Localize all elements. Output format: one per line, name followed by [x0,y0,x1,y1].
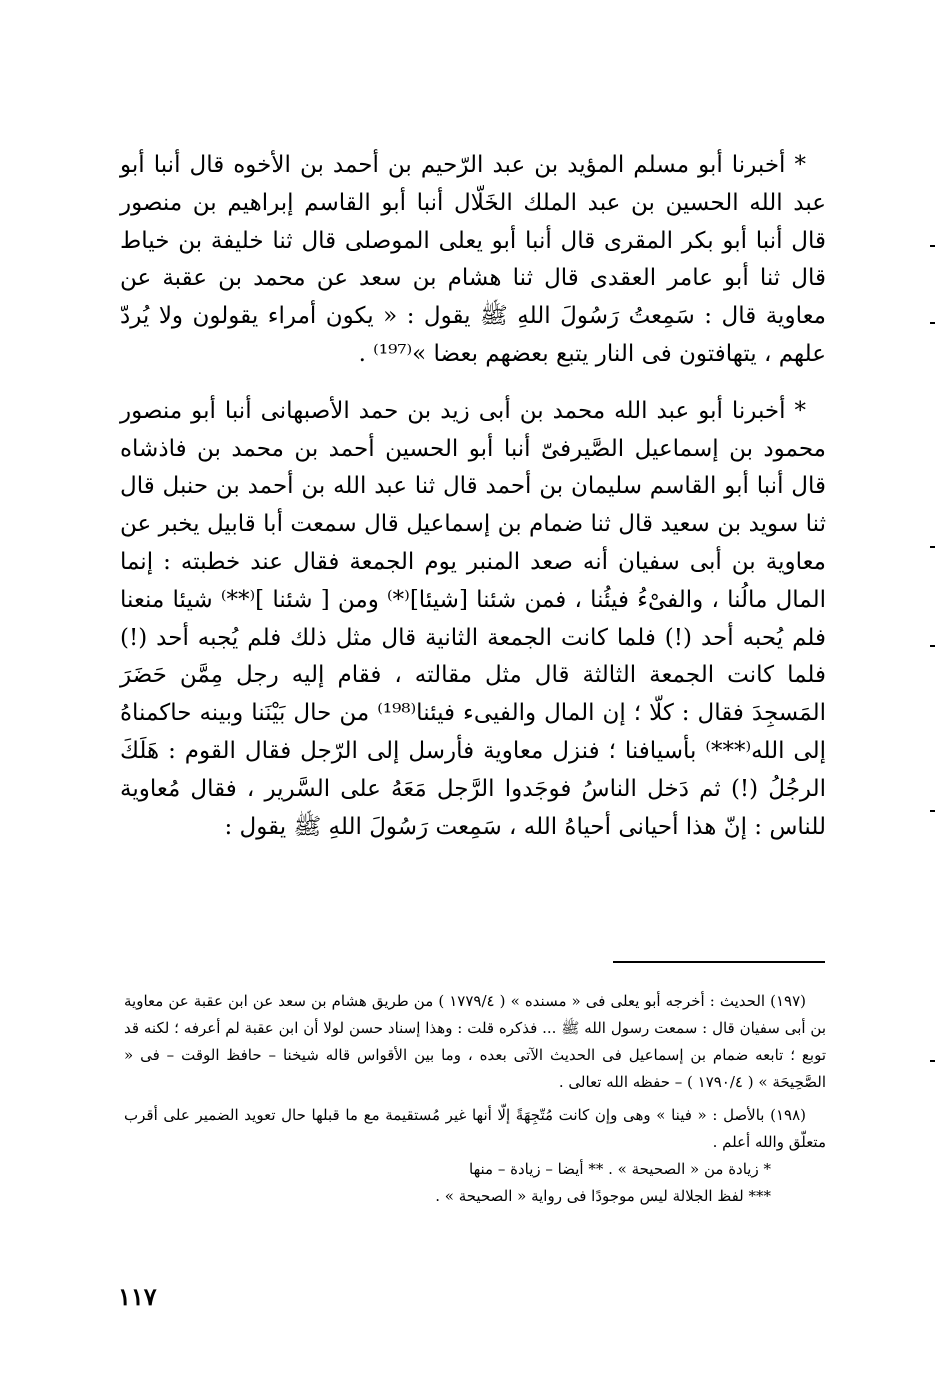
footnote-197: (١٩٧) الحديث : أخرجه أبو يعلى فى « مسنده » ( ١٧٧٩/٤ ) من طريق هشام بن سعد عن ابن عقبة عن معاوية بن أبى سفيان قال : سمعت رسول الله ﷺ ... فذكره قلت : وهذا إسناد حسن لولا أن ابن عقبة لم أعرفه ؛ لكنه قد توبع ؛ تابعه ضمام بن إسماعيل فى الحديث الآتى بعده ، وما بين الأقواس قاله شيخنا – حافظ الوقت – فى « الصَّحِيحَة » ( ١٧٩٠/٤ ) – حفظه الله تعالى . [124,992,826,1091]
margin-mark [930,645,935,647]
footnotes-section [124,988,826,1210]
footnote-divider [613,961,825,963]
margin-mark [930,546,935,548]
margin-mark [930,1060,935,1062]
hadith-paragraph-2: * أخبرنا أبو عبد الله محمد بن أبى زيد بن حمد الأصبهانى أنبا أبو منصور محمود بن إسماعيل الصَّيرفىّ أنبا أبو الحسين أحمد بن محمد بن فاذشاه قال أنبا أبو القاسم سليمان بن أحمد قال ثنا عبد الله بن أحمد بن حنبل قال ثنا سويد بن سعيد قال ثنا ضمام بن إسماعيل قال سمعت أبا قابيل يخبر عن معاوية بن أبى سفيان أنه صعد المنبر يوم الجمعة فقال عند خطبته : إنما المال مالُنا ، والفىْءُ فيئُنا ، فمن شئنا [شيئا]⁽*⁾ ومن [ شئنا ]⁽**⁾ شيئا منعنا فلم يُحبه أحد (!) فلما كانت الجمعة الثانية قال مثل ذلك فلم يُجبه أحد (!) فلما كانت الجمعة الثالثة قال مثل مقالته ، فقام إليه رجل مِمَّن حَضَرَ المَسجِدَ فقال : كلّا ؛ إن المال والفيىء فيئنا⁽¹⁹⁸⁾ من حال بَيْنَنا وبينه حاكمناهُ إلى الله⁽***⁾ بأسيافنا ؛ فنزل معاوية فأرسل إلى الرّجل فقال القوم : هَلَكَ الرجُلُ (!) ثم دَخل الناسُ فوجَدوا الرَّجل مَعَهُ على السَّرير ، فقال مُعاوية للناس : إنّ هذا أحيانى أحياهُ الله ، سَمِعت رَسُولَ اللهِ ﷺ يقول : [120,397,827,840]
margin-mark [930,322,935,324]
footnote-star-3: *** لفظ الجلالة ليس موجودًا فى رواية « الصحيحة » . [435,1187,771,1205]
page-number: ١١٧ [118,1282,157,1311]
margin-mark [930,810,935,812]
footnote-198: (١٩٨) بالأصل : « فينا » وهى وإن كانت مُتّجِهَةً إلّا أنها غير مُستقيمة مع ما قبلها حال تعويد الضمير على أقرب متعلّق والله أعلم . [124,1106,826,1151]
footnote-star-1: * زيادة من « الصحيحة » . ** أيضا – زيادة – منها [469,1160,771,1178]
margin-mark [930,245,935,247]
hadith-paragraph-1: * أخبرنا أبو مسلم المؤيد بن عبد الرّحيم بن أحمد بن الأخوه قال أنبا أبو عبد الله الحسين بن عبد الملك الخَلّال أنبا أبو القاسم إبراهيم بن منصور قال أنبا أبو بكر المقرى قال أنبا أبو يعلى الموصلى قال ثنا خليفة بن خياط قال ثنا أبو عامر العقدى قال ثنا هشام بن سعد عن محمد بن عقبة عن معاوية قال : سَمِعتُ رَسُولَ اللهِ ﷺ يقول : « يكون أمراء يقولون ولا يُردّ علهم ، يتهافتون فى النار يتبع بعضهم بعضا »⁽¹⁹⁷⁾ . [120,152,826,367]
main-text-body [120,147,826,846]
